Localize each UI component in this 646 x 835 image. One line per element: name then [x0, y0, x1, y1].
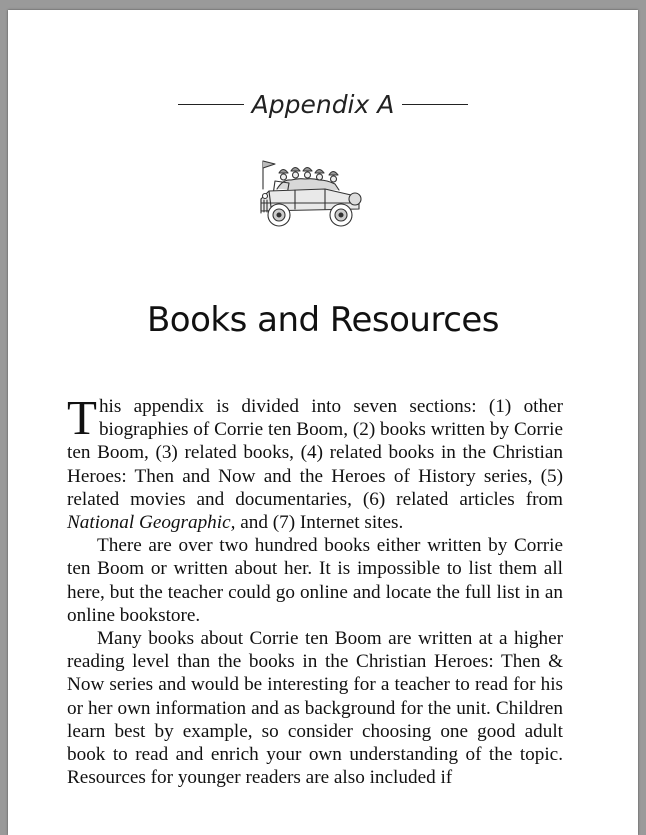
chapter-title: Books and Resources [146, 300, 500, 340]
body-text [67, 390, 563, 789]
right-rule [402, 104, 468, 105]
appendix-heading [8, 90, 638, 119]
paragraph-2: There are over two hundred books either written by Corrie ten Boom or written about her. It is impossible to list them all here, but the teacher could go online and locate the full list in an online bookstore. [67, 535, 563, 626]
appendix-label: Appendix A [251, 90, 395, 119]
left-rule [178, 104, 244, 105]
document-page [8, 10, 638, 835]
national-geographic-title: National Geographic, [67, 512, 236, 534]
paragraph-3: Many books about Corrie ten Boom are written at a higher reading level than the books in the Christian Heroes: Then & Now series and would be interesting for a teacher to read for his or her own information and as background for the unit. Children learn best by example, so consider choosing one good adult book to read and enrich your own understanding of the topic. Resources for younger readers are also included if [67, 628, 563, 789]
paragraph-1-tail: and (7) Internet sites. [235, 512, 404, 534]
drop-cap: T [67, 390, 97, 445]
paragraph-1 [67, 390, 563, 534]
military-jeep-illustration [255, 155, 365, 230]
paragraph-1-text: his appendix is divided into seven sections: (1) other biographies of Corrie ten Boom, (2) books written by Corrie ten Boom, (3) related books, (4) related books in the Christian Heroes: Then and Now and the Heroes of History series, (5) related movies and documentaries, (6) related articles from [67, 396, 563, 510]
